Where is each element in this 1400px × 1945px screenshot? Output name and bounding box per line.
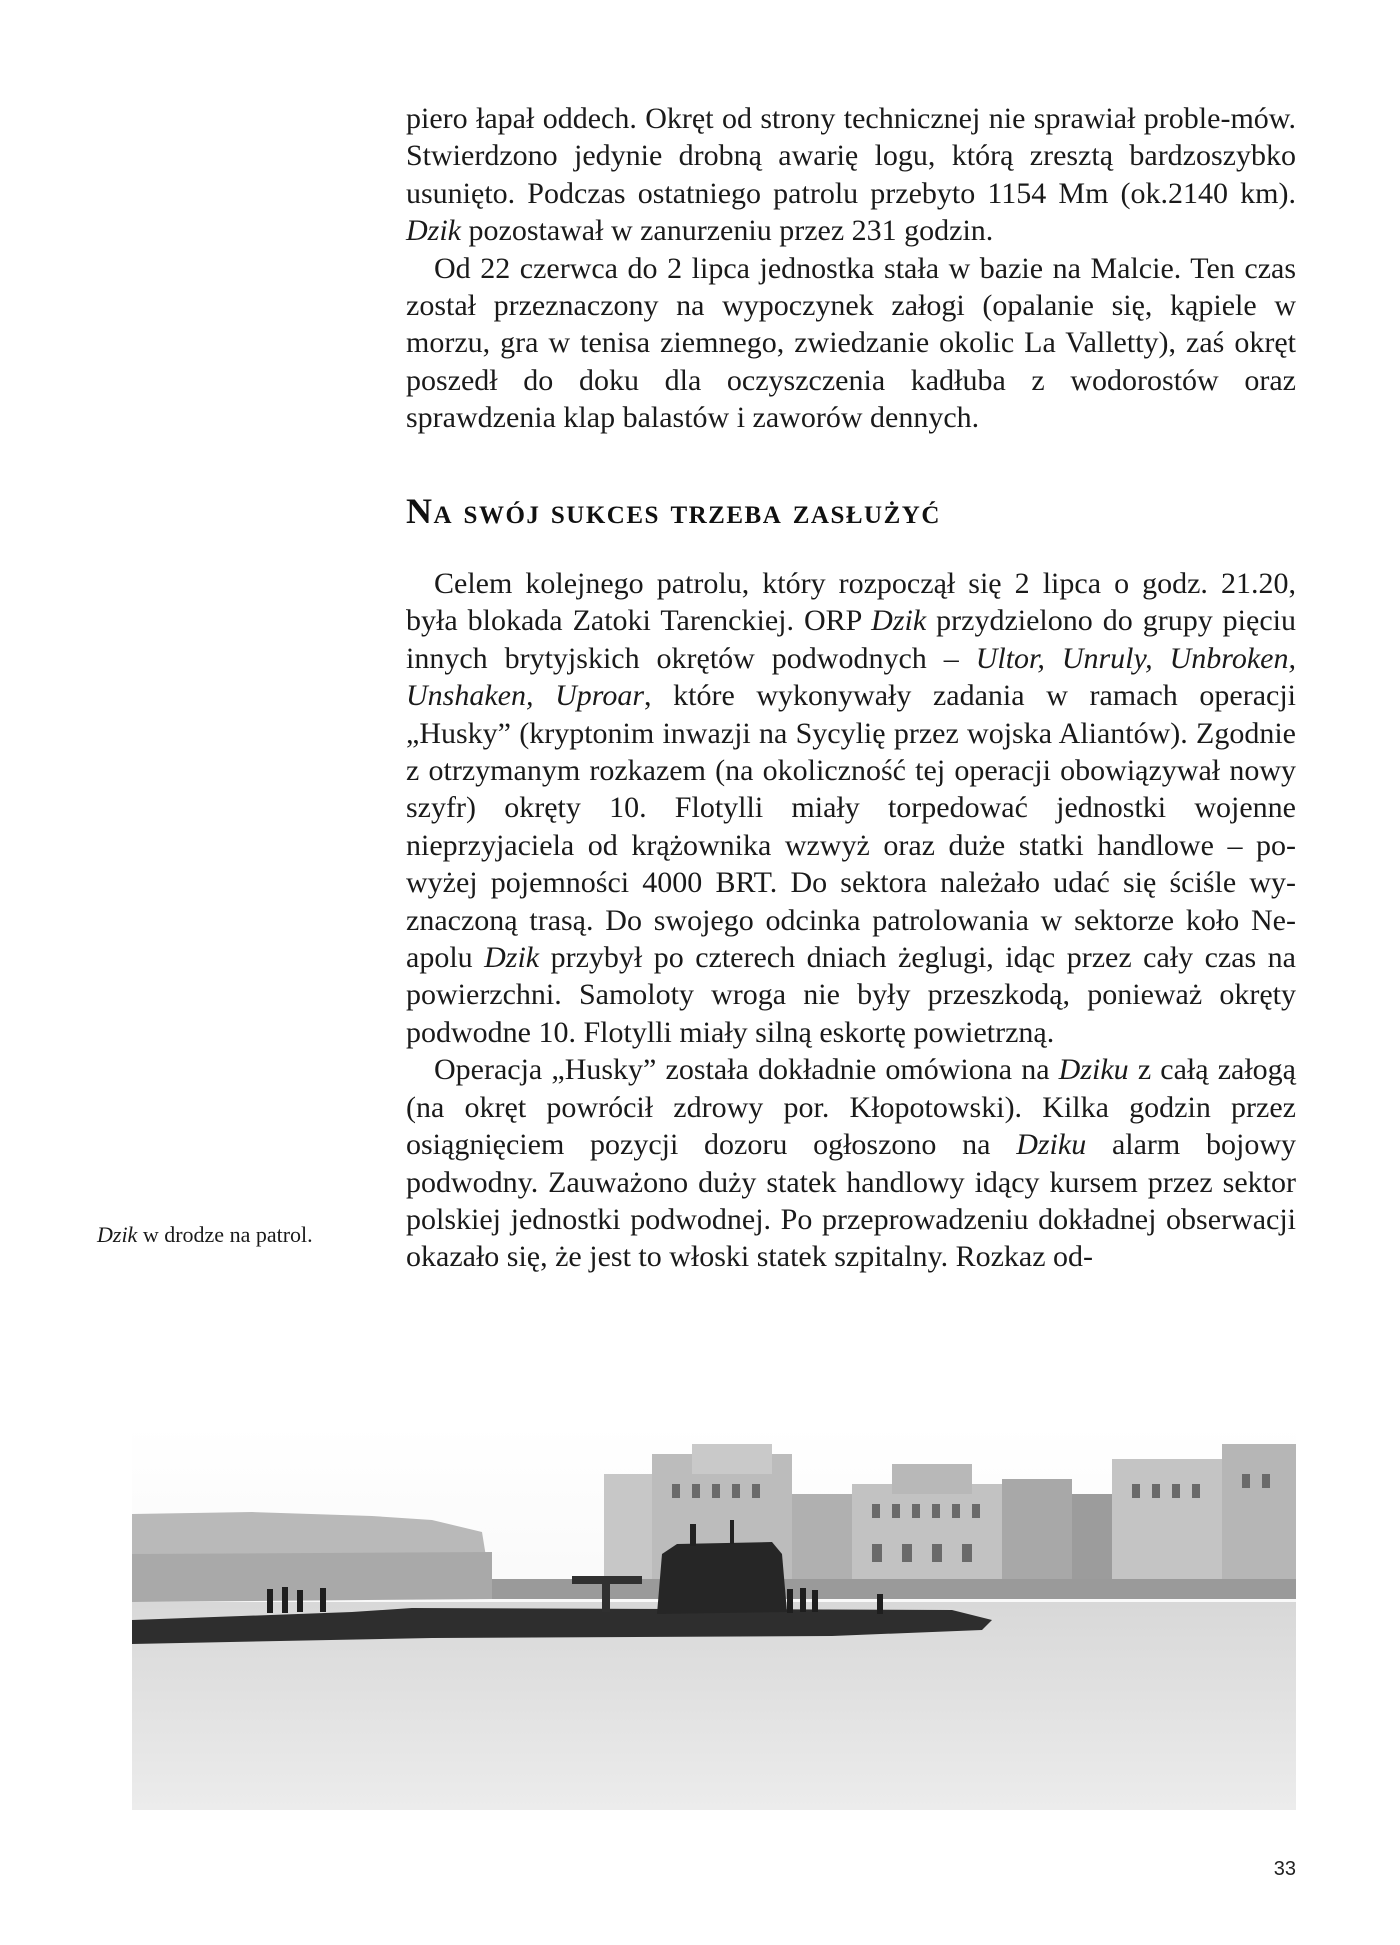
italic-run: Dziku — [1016, 1128, 1087, 1162]
text-run: Operacja „Husky” została dokładnie omówiona na — [434, 1053, 1059, 1087]
italic-run: Dziku — [1058, 1053, 1129, 1087]
italic-run: Dzik — [406, 214, 461, 248]
photo-caption — [97, 1222, 357, 1248]
text-run: alarm bojowy podwodny. Zauważono duży statek handlowy idący kursem przez sektor polskiej jednostki podwodnej. Po przeprowadzeniu dokładnej obserwacji okazało się, że jest to włoski statek szpitalny. Rozkaz od- — [406, 1128, 1296, 1274]
text-run: pozostawał w zanurzeniu przez 231 godzin. — [461, 214, 994, 248]
paragraph — [406, 100, 1296, 250]
text-run: Celem kolejnego patrolu, który rozpoczął się 2 lipca o godz. 21.20, była blokada Zatoki Tarenckiej. ORP — [406, 567, 1296, 638]
text-run: z całą załogą (na okręt powrócił zdrowy por. Kłopotowski). Kilka godzin przez osiągnięciem pozycji dozoru ogłoszono na — [406, 1053, 1296, 1162]
paragraph — [406, 1051, 1296, 1275]
submarine-photo — [132, 1424, 1296, 1810]
italic-run: Ultor, Unruly, Unbroken, Unshaken, Uproar — [406, 641, 1296, 713]
text-run: przybył po czterech dniach żeglugi, idąc przez cały czas na powierzchni. Samoloty wroga nie były przeszkodą, ponieważ okręty podwodne 10. Flotylli miały silną eskortę powietrzną. — [406, 941, 1296, 1049]
text-run: 2140 km). — [1168, 176, 1296, 210]
text-run: piero łapał oddech. Okręt od strony technicznej nie sprawiał proble- — [406, 102, 1231, 135]
italic-run: Dzik — [871, 604, 927, 638]
caption-text: w drodze na patrol. — [137, 1222, 313, 1247]
text-run: mów. Stwierdzono jedynie drobną awarię logu, którą zresztą bardzo — [406, 102, 1296, 173]
text-run: , które wykonywały zadania w ramach operacji „Husky” (kryptonim inwazji na Sycylię przez wojska Aliantów). Zgodnie z otrzymanym rozkazem (na okoliczność tej operacji obowiązywał nowy szyfr) okręty 10. Flotylli miały torpedować jednostki wojenne nieprzyjaciela od krążownika wzwyż oraz duże statki handlowe – powyżej pojemności 4000 BRT. Do sektora należało udać się ściśle wyznaczoną trasą. Do swojego odcinka patrolowania w sektorze koło Neapolu — [406, 679, 1296, 975]
page-number: 33 — [1273, 1858, 1296, 1880]
caption-ship-name: Dzik — [97, 1222, 138, 1247]
paragraph — [406, 565, 1296, 1051]
text-run: Od 22 czerwca do 2 lipca jednostka stała w bazie na Malcie. Ten czas został przeznaczony na wypoczynek załogi (opalanie się, kąpiele w morzu, gra w tenisa ziemnego, zwiedzanie okolic La Valletty), zaś okręt poszedł do doku dla oczyszczenia kadłuba z wodorostów oraz sprawdzenia klap balastów i zaworów dennych. — [406, 251, 1296, 435]
italic-run: Dzik — [484, 941, 540, 975]
text-run: szybko usunięto. Podczas ostatniego patrolu przebyto 1154 Mm (ok. — [406, 139, 1296, 210]
section-heading: Na swój sukces trzeba zasłużyć — [406, 491, 941, 531]
text-block-main — [406, 565, 1296, 1276]
text-run: przydzielono do grupy pięciu innych brytyjskich okrętów podwodnych – — [406, 604, 1296, 675]
paragraph — [406, 250, 1296, 437]
text-block-top — [406, 100, 1296, 437]
